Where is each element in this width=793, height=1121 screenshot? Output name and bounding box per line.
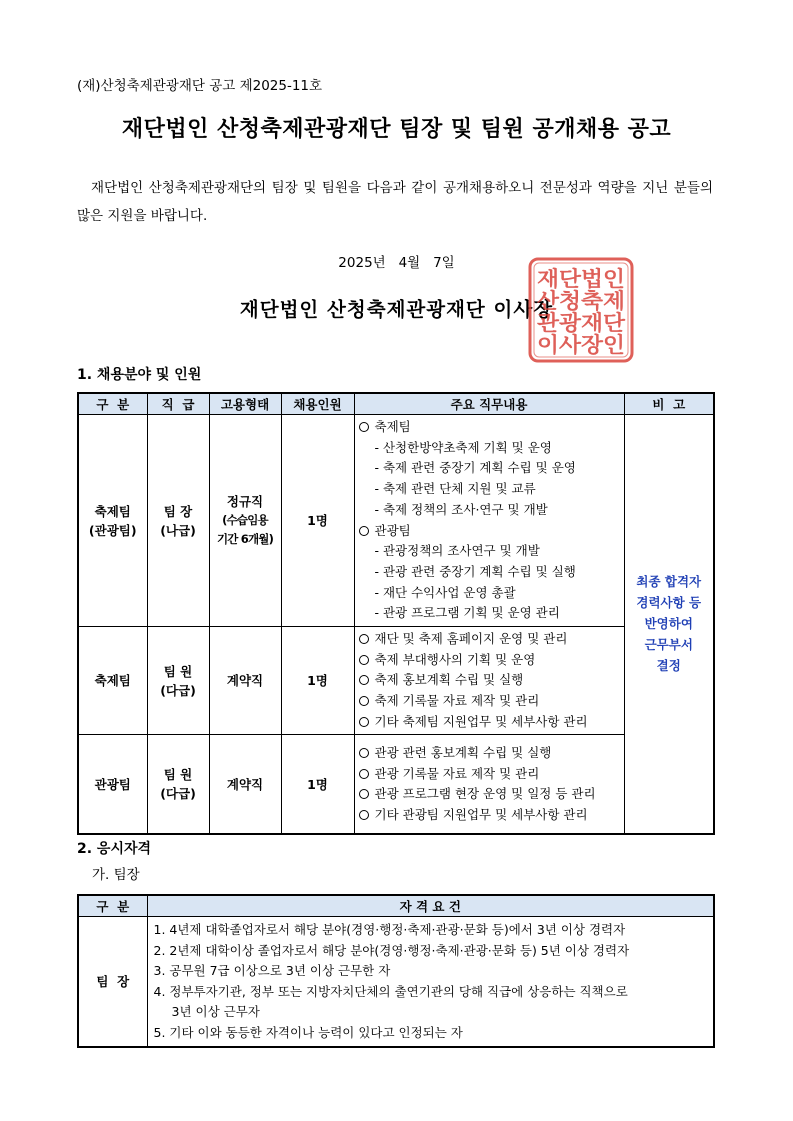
duty-subitem [359,562,620,583]
duty-text: - 축제 관련 중장기 계획 수립 및 운영 [374,460,576,476]
official-seal-stamp [527,256,635,364]
circle-bullet-icon [359,655,369,665]
remarks-cell [624,415,714,834]
headcount-cell: 1명 [281,415,354,627]
recruitment-table [77,392,715,835]
seal-text-line: 관광재단 [537,311,626,335]
team-cell-line: (관광팀) [88,522,137,538]
section-eligibility-heading: 2. 응시자격 [77,841,152,857]
rank-cell-line: 팀 원 [163,767,193,783]
table-row [78,415,714,627]
table-row [78,917,714,1048]
duty-text: 관광 프로그램 현장 운영 및 일정 등 관리 [374,786,596,802]
employment-type-cell [209,415,281,627]
notice-number: (재)산청축제관광재단 공고 제2025-11호 [77,78,323,94]
rank-cell-line: (나급) [160,522,196,538]
table-header-row [78,393,714,415]
duties-cell [354,627,624,735]
headcount-cell: 1명 [281,627,354,735]
col-header-rank: 직 급 [147,393,209,415]
col-header-duties: 주요 직무내용 [354,393,624,415]
col-header-division: 구 분 [78,895,147,917]
table-header-row [78,895,714,917]
circle-bullet-icon [359,526,369,536]
circle-bullet-icon [359,696,369,706]
remark-line: 반영하여 [644,616,693,632]
duty-item [359,743,620,764]
qualification-list [147,917,714,1048]
duty-item [359,417,620,438]
duty-text: 기타 관광팀 지원업무 및 세부사항 관리 [374,806,588,822]
duty-text: 관광 기록물 자료 제작 및 관리 [374,765,540,781]
seal-text-line: 산청축제 [537,289,625,313]
circle-bullet-icon [359,748,369,758]
duty-item [359,629,620,650]
rank-cell-line: (다급) [160,786,196,802]
qualification-continuation: 3년 이상 근무자 [171,1004,260,1019]
rank-cell-line: 팀 원 [163,663,193,679]
duty-text: 관광 관련 홍보계획 수립 및 실행 [374,744,552,760]
circle-bullet-icon [359,717,369,727]
qualification-item: 5. 기타 이와 동등한 자격이나 능력이 있다고 인정되는 자 [153,1024,463,1040]
employment-type-cell-line: (수습임용 [222,513,268,527]
col-header-headcount: 채용인원 [281,393,354,415]
duty-subitem [359,438,620,459]
rank-cell [147,735,209,834]
team-cell [78,415,147,627]
duty-text: - 재단 수익사업 운영 총괄 [374,584,516,600]
duty-subitem [359,603,620,624]
issuer-name: 재단법인 산청축제관광재단 이사장 [239,298,554,321]
duty-text: 재단 및 축제 홈페이지 운영 및 관리 [374,631,568,646]
duty-subitem [359,458,620,479]
col-header-qualifications: 자 격 요 건 [147,895,714,917]
duty-text: 관광팀 [374,522,411,538]
qualification-item: 1. 4년제 대학졸업자로서 해당 분야(경영·행정·축제·관광·문화 등)에서 3년 이상 경력자 [153,922,626,937]
table-row [78,627,714,735]
duty-text: - 산청한방약초축제 기획 및 운영 [374,439,552,455]
col-header-division: 구 분 [78,393,147,415]
rank-cell [147,627,209,735]
team-cell-line: 축제팀 [94,673,131,689]
circle-bullet-icon [359,422,369,432]
row-label-team-leader: 팀 장 [78,917,147,1048]
employment-type-cell-line: 계약직 [226,776,264,792]
announcement-date: 2025년 4월 7일 [338,255,455,271]
team-cell-line: 축제팀 [94,503,131,519]
rank-cell-line: 팀 장 [163,503,193,519]
circle-bullet-icon [359,769,369,779]
duty-subitem [359,541,620,562]
team-cell-line: 관광팀 [94,776,131,792]
duty-item [359,712,620,733]
seal-text-line: 이사장인 [537,333,625,357]
duty-text: 기타 축제팀 지원업무 및 세부사항 관리 [374,713,588,729]
duty-text: 축제팀 [374,419,411,435]
remark-line: 결정 [656,658,681,674]
circle-bullet-icon [359,675,369,685]
duty-text: 축제 홍보계획 수립 및 실행 [374,672,524,688]
duty-text: 축제 부대행사의 기획 및 운영 [374,651,536,667]
rank-cell [147,415,209,627]
employment-type-cell [209,735,281,834]
rank-cell-line: (다급) [160,682,196,698]
col-header-remarks: 비 고 [624,393,714,415]
employment-type-cell-line: 정규직 [226,494,264,509]
remark-line: 최종 합격자 [636,574,702,590]
col-header-employment-type: 고용형태 [209,393,281,415]
intro-paragraph: 재단법인 산청축제관광재단의 팀장 및 팀원을 다음과 같이 공개채용하오니 전문성과 역량을 지닌 분들의 많은 지원을 바랍니다. [77,180,713,224]
subsection-team-leader: 가. 팀장 [92,867,140,883]
table-row [78,735,714,834]
qualification-item: 3. 공무원 7급 이상으로 3년 이상 근무한 자 [153,963,391,978]
duty-item [359,650,620,671]
section-recruitment-heading: 1. 채용분야 및 인원 [77,367,202,383]
circle-bullet-icon [359,810,369,820]
remark-line: 경력사항 등 [636,595,702,611]
duty-subitem [359,583,620,604]
duty-subitem [359,479,620,500]
page-title: 재단법인 산청축제관광재단 팀장 및 팀원 공개채용 공고 [121,117,672,142]
duty-item [359,764,620,785]
duties-cell [354,735,624,834]
duty-text: - 관광정책의 조사연구 및 개발 [374,543,540,559]
circle-bullet-icon [359,789,369,799]
team-cell [78,627,147,735]
employment-type-cell-line: 계약직 [226,673,264,689]
team-cell [78,735,147,834]
duty-item [359,805,620,826]
remark-line: 근무부서 [644,637,693,653]
duties-cell [354,415,624,627]
duty-subitem [359,500,620,521]
qualification-item: 4. 정부투자기관, 정부 또는 지방자치단체의 출연기관의 당해 직급에 상응하는 직책으로 [153,983,628,999]
duty-text: - 관광 프로그램 기획 및 운영 관리 [374,605,560,621]
duty-item [359,670,620,691]
employment-type-cell-line: 기간 6개월) [216,532,274,546]
duty-item [359,784,620,805]
duty-item [359,521,620,542]
eligibility-table [77,894,715,1048]
employment-type-cell [209,627,281,735]
duty-text: 축제 기록물 자료 제작 및 관리 [374,693,540,709]
headcount-cell: 1명 [281,735,354,834]
duty-text: - 축제 정책의 조사·연구 및 개발 [374,501,548,517]
duty-item [359,691,620,712]
duty-text: - 축제 관련 단체 지원 및 교류 [374,481,536,497]
qualification-item: 2. 2년제 대학이상 졸업자로서 해당 분야(경영·행정·축제·관광·문화 등) 5년 이상 경력자 [153,942,630,958]
circle-bullet-icon [359,634,369,644]
seal-text-line: 재단법인 [537,267,625,291]
duty-text: - 관광 관련 중장기 계획 수립 및 실행 [374,563,576,579]
